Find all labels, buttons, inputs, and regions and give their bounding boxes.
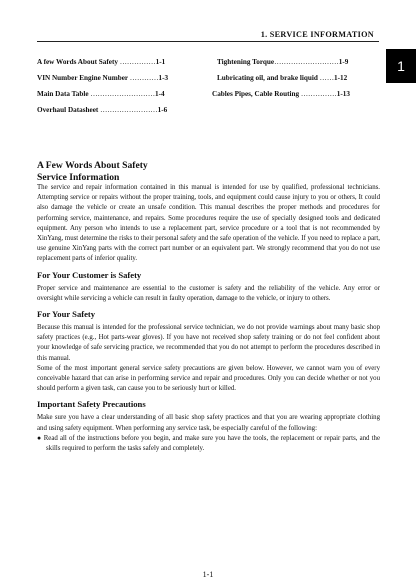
toc-label: Overhaul Datasheet: [37, 106, 99, 114]
toc-leader: ………………………: [90, 90, 156, 98]
toc-page: 1-1: [155, 58, 166, 66]
toc-page: 1-12: [334, 74, 348, 82]
toc-label: Lubricating oil, and brake liquid: [217, 74, 318, 82]
toc-item-torque[interactable]: [217, 58, 348, 66]
toc-page: 1-13: [336, 90, 350, 98]
page-title: A Few Words About Safety: [37, 160, 148, 171]
toc-item-overhaul[interactable]: [37, 106, 167, 114]
toc-leader: ……………: [299, 90, 337, 98]
toc-label: VIN Number Engine Number: [37, 74, 128, 82]
section-heading-precautions: Important Safety Precautions: [37, 399, 146, 410]
page-number: 1-1: [202, 570, 214, 579]
toc-page: 1-3: [158, 74, 169, 82]
toc-item-vin[interactable]: [37, 74, 168, 82]
your-safety-paragraph-2: Some of the most important general service safety precautions are given below. However, we cannot warn you of every conceivable hazard that can arise in performing service and repair and procedures. Only you can decide whether or not you should perform a given task, can cause you to be seriously hurt or killed.: [37, 364, 380, 393]
toc-leader: ……………………: [100, 106, 158, 114]
toc-leader: ………………………: [274, 58, 339, 66]
toc-label: Main Data Table: [37, 90, 89, 98]
toc-item-cables[interactable]: [212, 90, 350, 98]
page-header-title: 1. SERVICE INFORMATION: [260, 30, 374, 39]
toc-item-main-data[interactable]: [37, 90, 165, 98]
intro-paragraph: The service and repair information contained in this manual is intended for use by qualified, professional technicians. Attempting service or repairs without the proper training, tools, and equipment could cause injury to you or others, It could also damage the vehicle or create an unsafe condition. This manual describes the proper methods and procedures for performing service, maintenance, and repairs. Some procedures require the use of specially designed tools and dedicated equipment. Any person who intends to use a replacement part, service procedure or a tool that is not recommended by XinYang, must determine the risks to their personal safety and the safe operation of the vehicle. If you need to replace a part, use genuine XinYang parts with the correct part number or an equivalent part. We strongly recommend that you do not use replacement parts of inferior quality.: [37, 184, 380, 263]
main-content: [37, 160, 380, 454]
header-rule: [37, 41, 379, 42]
toc-label: Cables Pipes, Cable Routing: [212, 90, 300, 98]
chapter-tab: 1: [386, 49, 416, 83]
toc-leader: ……………: [119, 58, 156, 66]
toc-label: A few Words About Safety: [37, 58, 118, 66]
toc-leader: …………: [129, 74, 159, 82]
toc-page: 1-9: [338, 58, 349, 66]
toc-item-safety[interactable]: [37, 58, 165, 66]
page-subtitle: Service Information: [37, 171, 120, 183]
section-heading-your-safety: For Your Safety: [37, 309, 96, 320]
toc-page: 1-6: [157, 106, 168, 114]
precautions-paragraph: Make sure you have a clear understanding of all basic shop safety practices and that you are wearing appropriate clothing and using safety equipment. When performing any service task, be especially careful of the following:: [37, 414, 380, 432]
toc-page: 1-4: [155, 90, 165, 98]
section-heading-customer-safety: For Your Customer is Safety: [37, 269, 142, 280]
precautions-list: [37, 434, 380, 454]
toc-item-lubricating[interactable]: [217, 74, 347, 82]
your-safety-paragraph-1: Because this manual is intended for the professional service technician, we do not provide warnings about many basic shop safety practices (e.g., Hot parts-wear gloves). If you have not received shop safety training or do not feel confident about your knowledge of safe servicing practice, we recommended that you do not attempt to perform the procedures described in this manual.: [37, 324, 380, 362]
toc-label: Tightening Torque: [217, 58, 275, 66]
list-item: ● Read all of the instructions before you begin, and make sure you have the tools, the replacement or repair parts, and the skills required to perform the tasks safely and completely.: [37, 434, 380, 453]
toc-leader: ……: [317, 74, 335, 82]
customer-safety-paragraph: Proper service and maintenance are essential to the customer is safety and the reliability of the vehicle. Any error or oversight while servicing a vehicle can result in faulty operation, damage to the vehicle, or injury to others.: [37, 284, 380, 302]
